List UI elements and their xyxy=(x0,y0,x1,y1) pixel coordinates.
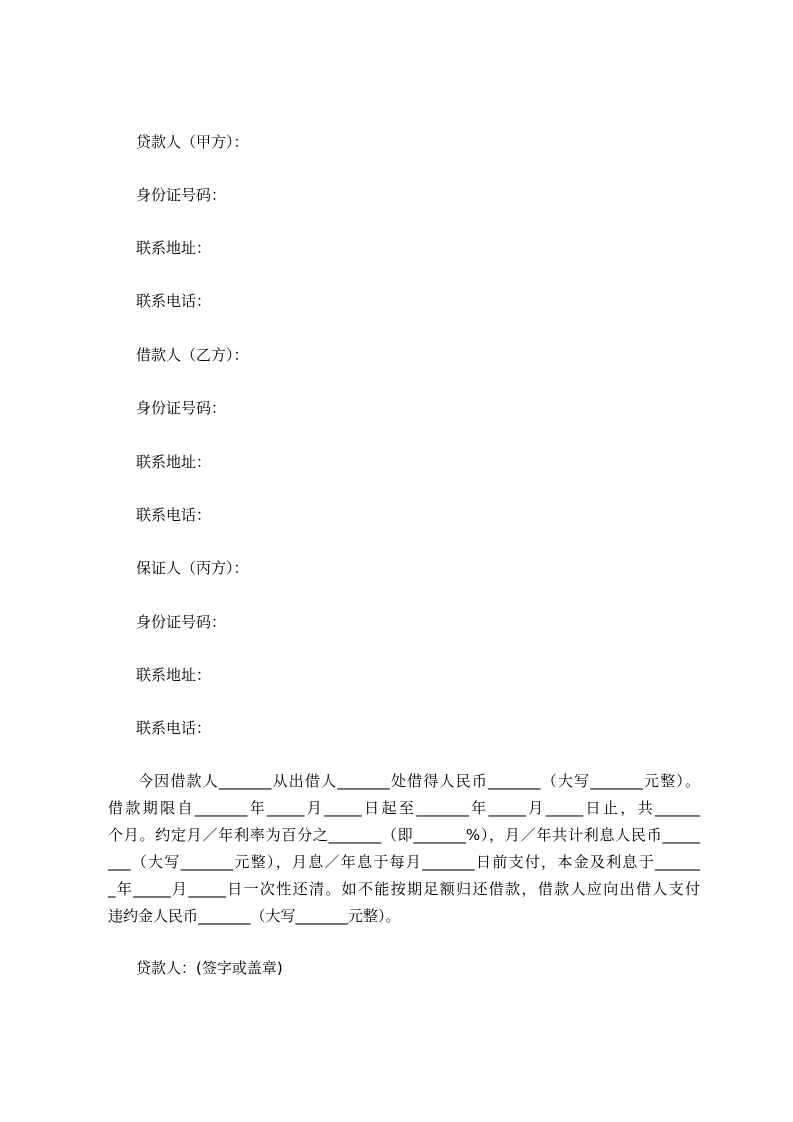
lender-title: 贷款人（甲方）： xyxy=(136,133,249,151)
paragraph-line: 违约金人民币_______（大写_______元整）。 xyxy=(108,907,401,925)
paragraph-line: _年_____月_____日一次性还清。如不能按期足额归还借款，借款人应向出借人支付 xyxy=(108,880,700,898)
paragraph-line: 个月。约定月／年利率为百分之_______（即_______%），月／年共计利息人民币_____ xyxy=(108,826,700,844)
borrower-address-label: 联系地址： xyxy=(136,453,212,471)
lender-signature-label: 贷款人：(签字或盖章) xyxy=(136,959,283,977)
borrower-id-label: 身份证号码： xyxy=(136,399,227,417)
guarantor-phone-label: 联系电话： xyxy=(136,719,212,737)
lender-phone-label: 联系电话： xyxy=(136,292,212,310)
loan-terms-paragraph xyxy=(108,768,700,930)
borrower-title: 借款人（乙方）： xyxy=(136,346,249,364)
lender-id-label: 身份证号码： xyxy=(136,186,227,204)
guarantor-address-label: 联系地址： xyxy=(136,666,212,684)
paragraph-line: 借款期限自_______年_____月_____日起至_______年_____月_____日止，共______ xyxy=(108,799,700,817)
lender-address-label: 联系地址： xyxy=(136,239,212,257)
guarantor-id-label: 身份证号码： xyxy=(136,613,227,631)
paragraph-line: 今因借款人_______从出借人_______处借得人民币_______（大写_______元整）。 xyxy=(138,772,700,790)
paragraph-line: ___（大写_______元整），月息／年息于每月_______日前支付，本金及利息于______ xyxy=(108,853,700,871)
borrower-phone-label: 联系电话： xyxy=(136,506,212,524)
guarantor-title: 保证人（丙方）： xyxy=(136,559,249,577)
